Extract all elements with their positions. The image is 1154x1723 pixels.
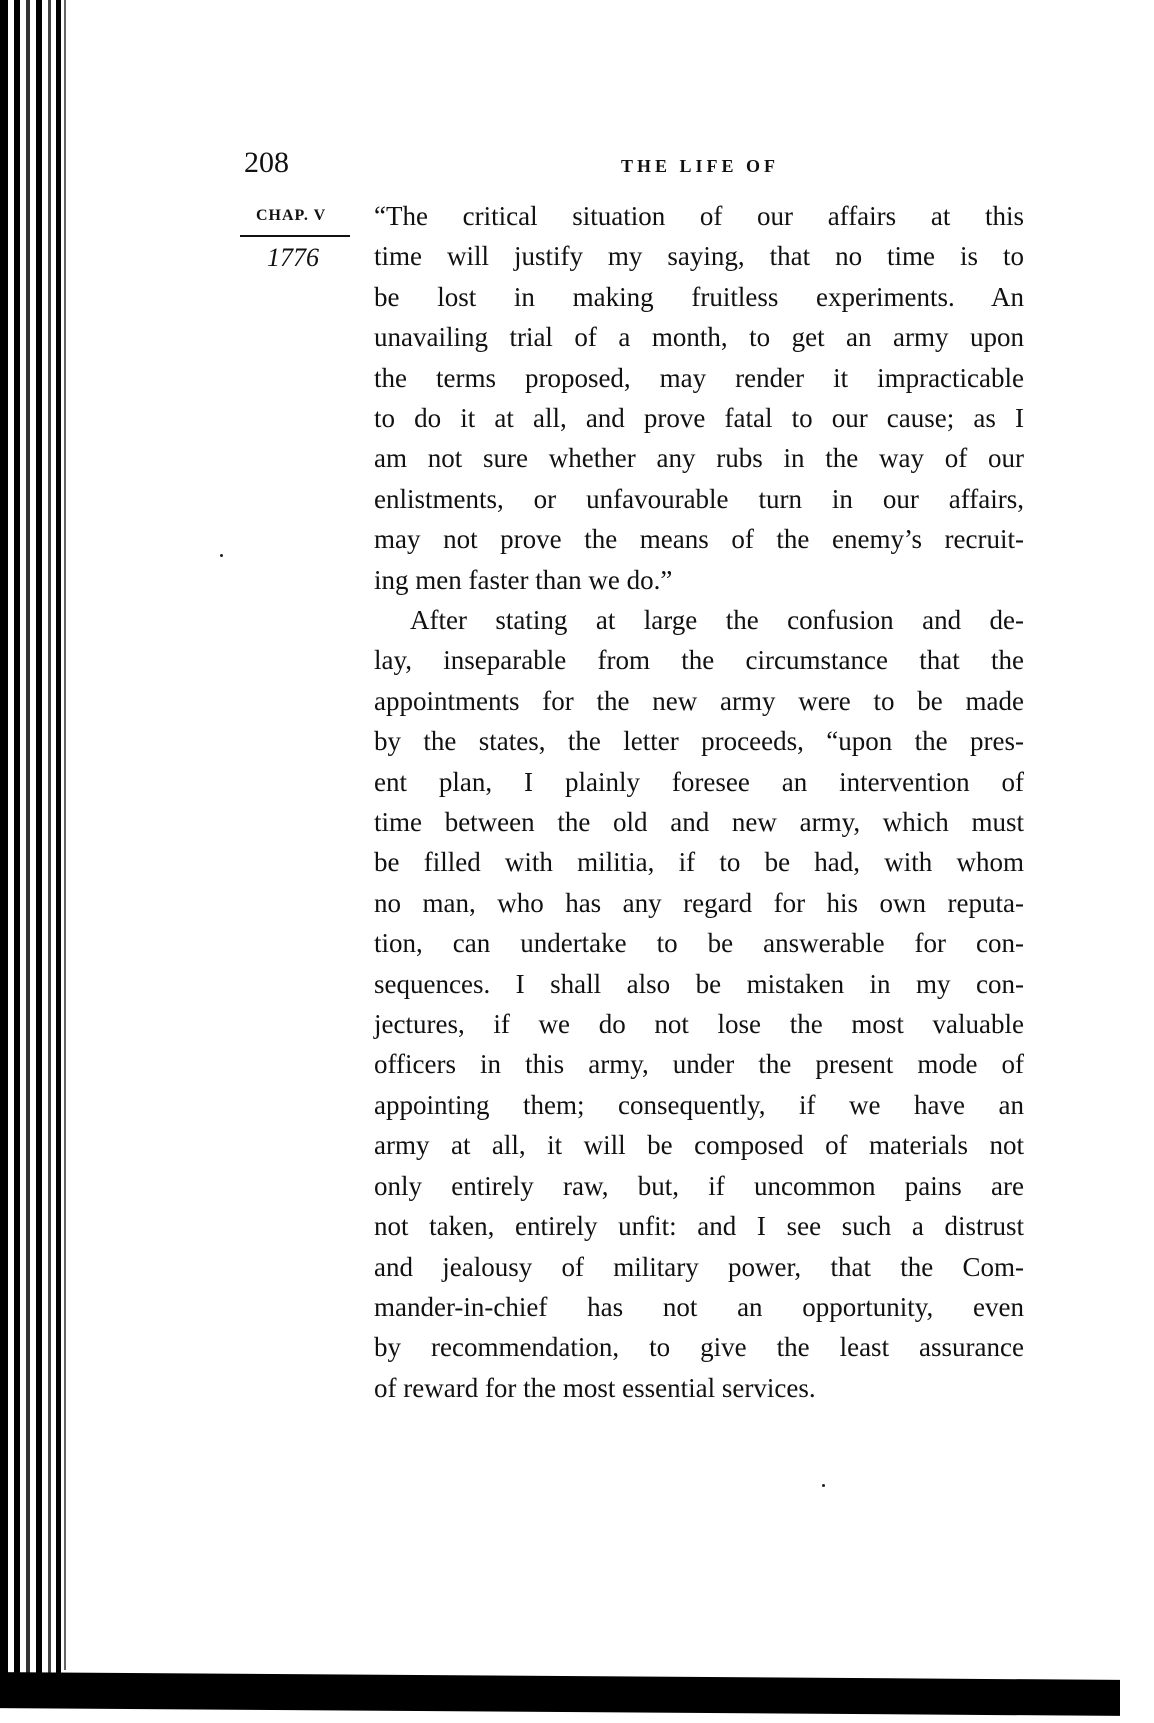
text-line: of reward for the most essential services. [374, 1372, 816, 1403]
text-line: lay, inseparable from the circumstance that the [374, 645, 1024, 676]
text-line: ing men faster than we do.” [374, 564, 673, 595]
text-line: After stating at large the confusion and de- [410, 605, 1024, 635]
text-line: to do it at all, and prove fatal to our cause; as I [374, 403, 1024, 434]
text-line: unavailing trial of a month, to get an army upon [374, 322, 1024, 353]
text-line: tion, can undertake to be answerable for con- [374, 928, 1024, 959]
text-line: appointments for the new army were to be made [374, 685, 1024, 716]
page-bottom-edge-shadow [0, 1672, 1120, 1716]
text-line: “The critical situation of our affairs at this [374, 201, 1024, 231]
text-line: time will justify my saying, that no time is to [374, 241, 1024, 272]
text-line: appointing them; consequently, if we have an [374, 1089, 1024, 1120]
margin-rule [240, 235, 350, 237]
text-line: no man, who has any regard for his own reputa- [374, 887, 1024, 918]
scan-speck [822, 1484, 825, 1487]
paragraph-quote [374, 196, 1024, 600]
text-line: be filled with militia, if to be had, with whom [374, 847, 1024, 878]
text-line: by recommendation, to give the least assurance [374, 1332, 1024, 1363]
text-line: time between the old and new army, which must [374, 807, 1024, 838]
text-line: army at all, it will be composed of materials not [374, 1130, 1024, 1161]
text-line: by the states, the letter proceeds, “upon the pres- [374, 726, 1024, 757]
page-number: 208 [244, 146, 289, 179]
text-line: sequences. I shall also be mistaken in my con- [374, 968, 1024, 999]
text-line: mander-in-chief has not an opportunity, even [374, 1291, 1024, 1322]
text-line: enlistments, or unfavourable turn in our affairs, [374, 483, 1024, 514]
margin-year: 1776 [267, 243, 319, 272]
text-line: be lost in making fruitless experiments. An [374, 281, 1024, 312]
margin-chapter: CHAP. V [256, 207, 327, 224]
book-binding-shadow [0, 0, 70, 1700]
text-line: the terms proposed, may render it impracticable [374, 362, 1024, 393]
text-line: officers in this army, under the present mode of [374, 1049, 1024, 1080]
scan-speck [220, 554, 223, 557]
text-line: not taken, entirely unfit: and I see such a distrust [374, 1211, 1024, 1242]
text-line: am not sure whether any rubs in the way of our [374, 443, 1024, 474]
text-line: and jealousy of military power, that the Com- [374, 1251, 1024, 1282]
paragraph-letter [374, 600, 1024, 1408]
text-line: ent plan, I plainly foresee an intervention of [374, 766, 1024, 797]
text-line: may not prove the means of the enemy’s recruit- [374, 524, 1024, 555]
running-head: THE LIFE OF [620, 156, 780, 176]
text-line: jectures, if we do not lose the most valuable [374, 1009, 1024, 1040]
text-line: only entirely raw, but, if uncommon pains are [374, 1170, 1024, 1201]
